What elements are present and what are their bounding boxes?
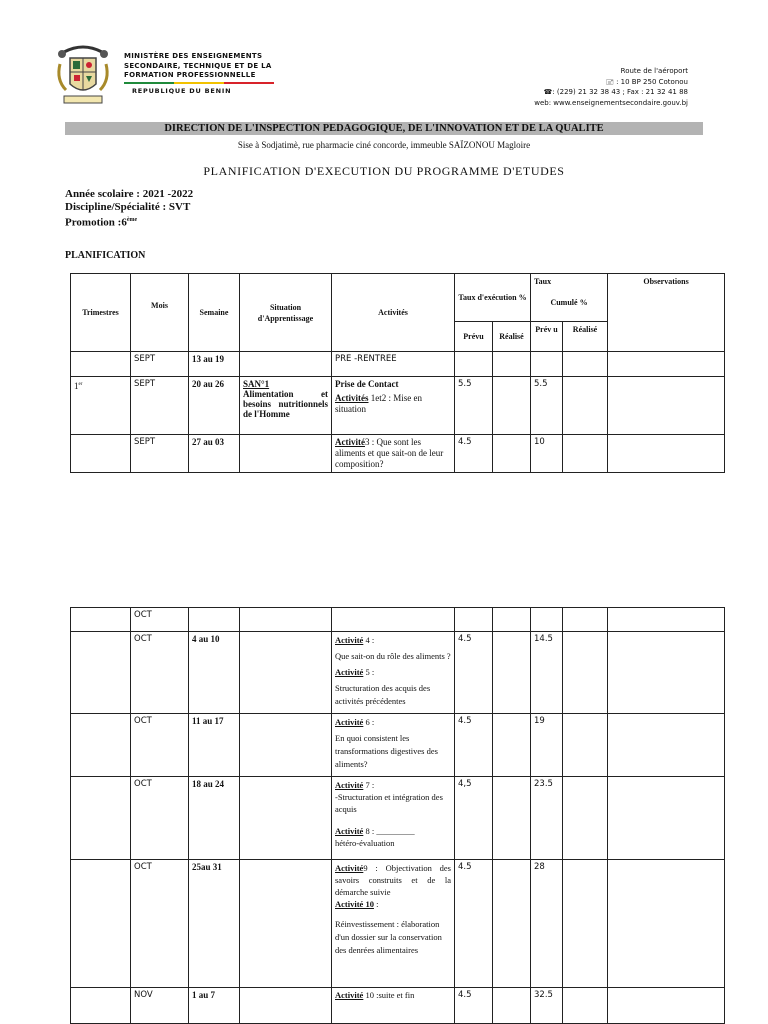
- col-realise: Réalisé: [493, 322, 531, 352]
- planning-table-top: [70, 273, 725, 473]
- cell-situation: [240, 632, 332, 714]
- table-row: [71, 632, 725, 714]
- table-row: [71, 608, 725, 632]
- cell-cumul-realise: [563, 352, 608, 377]
- activity-link: Activités: [335, 393, 369, 403]
- promotion: [65, 214, 193, 230]
- col-taux-execution: Taux d'exécution %: [455, 274, 531, 322]
- col-prevu: Prévu: [455, 322, 493, 352]
- cell-trimestre: [71, 777, 131, 860]
- cell-cumul-prevu: 5.5: [531, 377, 563, 435]
- activity-line: [335, 716, 451, 729]
- cell-cumul-realise: [563, 435, 608, 473]
- activity-link: Activité 10: [335, 899, 374, 909]
- cell-situation: [240, 435, 332, 473]
- cell-cumul-realise: [563, 608, 608, 632]
- cell-prevu: 4.5: [455, 632, 493, 714]
- cell-prevu: 4.5: [455, 860, 493, 988]
- table-row: [71, 714, 725, 777]
- cell-realise: [493, 714, 531, 777]
- table-row: [71, 435, 725, 473]
- cell-observation: [608, 714, 725, 777]
- cell-realise: [493, 352, 531, 377]
- ministry-line-1: MINISTÈRE DES ENSEIGNEMENTS: [124, 52, 263, 60]
- cell-activite: [332, 988, 455, 1024]
- cell-observation: [608, 377, 725, 435]
- cell-realise: [493, 860, 531, 988]
- table-row: [71, 777, 725, 860]
- activity-num: 9 : Objectivation des savoirs construits et de la démarche suivie: [335, 863, 451, 897]
- cell-mois: SEPT: [131, 435, 189, 473]
- cell-cumul-prevu: [531, 352, 563, 377]
- cell-cumul-prevu: 19: [531, 714, 563, 777]
- cell-semaine: 18 au 24: [189, 777, 240, 860]
- cell-situation: [240, 860, 332, 988]
- cell-trimestre: [71, 632, 131, 714]
- cell-activite: [332, 608, 455, 632]
- col-taux-cumule: [531, 274, 608, 322]
- flag-yellow-stripe: [174, 82, 224, 84]
- activity-detail: 1et2 : Mise en situation: [335, 393, 422, 414]
- cell-prevu: 4.5: [455, 988, 493, 1024]
- activity-line: [335, 666, 451, 679]
- cell-situation: [240, 608, 332, 632]
- school-year: Année scolaire : 2021 -2022: [65, 188, 194, 200]
- activity-text: [335, 393, 451, 415]
- cell-activite: [332, 435, 455, 473]
- activity-line: [335, 898, 451, 910]
- activity-detail: -Structuration et intégration des acquis: [335, 792, 443, 814]
- cell-observation: [608, 352, 725, 377]
- cell-semaine: 13 au 19: [189, 352, 240, 377]
- cell-activite: PRE -RENTREE: [332, 352, 455, 377]
- cell-situation: [240, 988, 332, 1024]
- cell-trimestre: [71, 352, 131, 377]
- contact-line-4: web: www.enseignementsecondaire.gouv.bj: [534, 98, 688, 107]
- activity-link: Activité: [335, 437, 365, 447]
- cell-observation: [608, 860, 725, 988]
- cell-semaine: 25au 31: [189, 860, 240, 988]
- cell-trimestre: [71, 435, 131, 473]
- cell-cumul-prevu: 14.5: [531, 632, 563, 714]
- cell-activite: [332, 714, 455, 777]
- col-observations: Observations: [608, 274, 725, 352]
- cell-cumul-realise: [563, 714, 608, 777]
- cell-trimestre: 1er: [71, 377, 131, 435]
- cell-semaine: 11 au 17: [189, 714, 240, 777]
- planning-table-bottom: [70, 607, 725, 1024]
- cell-cumul-realise: [563, 632, 608, 714]
- cell-cumul-prevu: 28: [531, 860, 563, 988]
- activity-num: 8 : _________: [363, 826, 415, 836]
- activity-link: Activité: [335, 635, 364, 645]
- ministry-line-2: SECONDAIRE, TECHNIQUE ET DE LA: [124, 61, 272, 70]
- activity-link: Activité: [335, 863, 364, 873]
- cell-activite: [332, 632, 455, 714]
- cell-realise: [493, 632, 531, 714]
- table-row: [71, 860, 725, 988]
- cell-semaine: 1 au 7: [189, 988, 240, 1024]
- cell-cumul-prevu: 10: [531, 435, 563, 473]
- contact-line-3: ☎: (229) 21 32 38 43 ; Fax : 21 32 41 88: [543, 88, 688, 96]
- promotion-text: Promotion :6: [65, 216, 127, 229]
- cell-cumul-realise: [563, 860, 608, 988]
- cell-activite: [332, 860, 455, 988]
- table-row: [71, 352, 725, 377]
- cell-mois: OCT: [131, 860, 189, 988]
- activity-num: 6 :: [363, 717, 375, 727]
- promotion-sup: ème: [126, 217, 138, 223]
- activity-detail: Structuration des acquis des activités précédentes: [335, 683, 431, 706]
- cell-prevu: 5.5: [455, 377, 493, 435]
- cell-mois: SEPT: [131, 377, 189, 435]
- cell-trimestre: [71, 860, 131, 988]
- activity-link: Activité: [335, 826, 364, 836]
- cell-cumul-realise: [563, 777, 608, 860]
- activity-num: 10 :suite et fin: [363, 990, 415, 1000]
- discipline: Discipline/Spécialité : SVT: [65, 201, 191, 213]
- cell-realise: [493, 777, 531, 860]
- situation-title: Alimentation et besoins nutritionnels de l'Homme: [243, 389, 328, 419]
- activity-num: 4 :: [363, 635, 375, 645]
- cell-observation: [608, 777, 725, 860]
- col-mois: Mois: [131, 274, 189, 352]
- col-prevu-cumule: Prév u: [531, 322, 563, 352]
- activity-detail: Que sait-on du rôle des aliments ?: [335, 651, 451, 661]
- activity-detail: En quoi consistent les transformations digestives des aliments?: [335, 733, 438, 769]
- address-line: Sise à Sodjatimè, rue pharmacie ciné concorde, immeuble SAÏZONOU Magloire: [237, 140, 531, 150]
- cell-realise: [493, 377, 531, 435]
- cell-semaine: 4 au 10: [189, 632, 240, 714]
- activity-heading: Prise de Contact: [335, 379, 399, 389]
- activity-link: Activité: [335, 667, 364, 677]
- cell-mois: NOV: [131, 988, 189, 1024]
- cell-prevu: [455, 352, 493, 377]
- cell-observation: [608, 435, 725, 473]
- cell-observation: [608, 632, 725, 714]
- cell-realise: [493, 608, 531, 632]
- activity-num: :: [373, 899, 379, 909]
- cell-semaine: 27 au 03: [189, 435, 240, 473]
- flag-green-stripe: [124, 82, 174, 84]
- cell-observation: [608, 988, 725, 1024]
- activity-detail: Réinvestissement : élaboration d'un dossier sur la conservation des denrées alimentaires: [335, 919, 442, 955]
- cell-prevu: 4,5: [455, 777, 493, 860]
- cell-observation: [608, 608, 725, 632]
- cell-activite: [332, 777, 455, 860]
- cell-cumul-prevu: 23.5: [531, 777, 563, 860]
- cell-situation: [240, 777, 332, 860]
- cell-cumul-prevu: [531, 608, 563, 632]
- cell-prevu: 4.5: [455, 714, 493, 777]
- col-semaine: Semaine: [189, 274, 240, 352]
- ministry-name: [124, 52, 274, 81]
- cell-cumul-realise: [563, 377, 608, 435]
- cell-mois: OCT: [131, 777, 189, 860]
- cell-semaine: [189, 608, 240, 632]
- trimestre-sup: er: [78, 382, 83, 387]
- activity-line: [335, 825, 451, 837]
- activity-detail: 3 : Que sont les aliments et que sait-on de leur composition?: [335, 437, 444, 469]
- cell-trimestre: [71, 608, 131, 632]
- cell-situation: [240, 714, 332, 777]
- cell-mois: SEPT: [131, 352, 189, 377]
- activity-link: Activité: [335, 717, 364, 727]
- contact-line-1: Route de l'aéroport: [620, 67, 688, 75]
- activity-line: [335, 779, 451, 791]
- cell-trimestre: [71, 714, 131, 777]
- direction-banner: DIRECTION DE L'INSPECTION PEDAGOGIQUE, DE L'INNOVATION ET DE LA QUALITE: [65, 122, 703, 135]
- cell-cumul-prevu: 32.5: [531, 988, 563, 1024]
- cell-mois: OCT: [131, 714, 189, 777]
- cell-prevu: [455, 608, 493, 632]
- col-activites: Activités: [332, 274, 455, 352]
- cell-cumul-realise: [563, 988, 608, 1024]
- cell-prevu: 4.5: [455, 435, 493, 473]
- cell-realise: [493, 988, 531, 1024]
- cell-realise: [493, 435, 531, 473]
- contact-info: [534, 66, 688, 108]
- cell-trimestre: [71, 988, 131, 1024]
- school-meta: [65, 188, 193, 230]
- activity-detail: hétéro-évaluation: [335, 838, 395, 848]
- activity-link: Activité: [335, 780, 364, 790]
- contact-line-2: 🖃 : 10 BP 250 Cotonou: [605, 77, 688, 86]
- situation-code: SAN°1: [243, 379, 270, 389]
- ministry-line-3: FORMATION PROFESSIONNELLE: [124, 71, 256, 79]
- activity-num: 7 :: [363, 780, 375, 790]
- col-trimestres: Trimestres: [71, 274, 131, 352]
- activity-line: [335, 634, 451, 647]
- col-situation: Situation d'Apprentissage: [240, 274, 332, 352]
- activity-num: 5 :: [363, 667, 375, 677]
- benin-coat-of-arms-icon: [54, 44, 112, 108]
- flag-red-stripe: [224, 82, 274, 84]
- cell-mois: OCT: [131, 632, 189, 714]
- cell-activite: [332, 377, 455, 435]
- taux-cumule-line-2: Cumulé %: [550, 298, 588, 307]
- cell-situation: [240, 352, 332, 377]
- flag-color-bar: [124, 82, 274, 84]
- col-realise-cumule: Réalisé: [563, 322, 608, 352]
- activity-link: Activité: [335, 990, 364, 1000]
- cell-situation: [240, 377, 332, 435]
- republic-label: REPUBLIQUE DU BENIN: [132, 87, 232, 95]
- activity-line: [335, 862, 451, 898]
- table-header-row: [71, 274, 725, 322]
- cell-semaine: 20 au 26: [189, 377, 240, 435]
- taux-cumule-line-1: Taux: [534, 277, 552, 286]
- table-row: [71, 377, 725, 435]
- table-row: [71, 988, 725, 1024]
- cell-mois: OCT: [131, 608, 189, 632]
- document-title: PLANIFICATION D'EXECUTION DU PROGRAMME D'ETUDES: [203, 164, 565, 178]
- section-label: PLANIFICATION: [65, 250, 146, 261]
